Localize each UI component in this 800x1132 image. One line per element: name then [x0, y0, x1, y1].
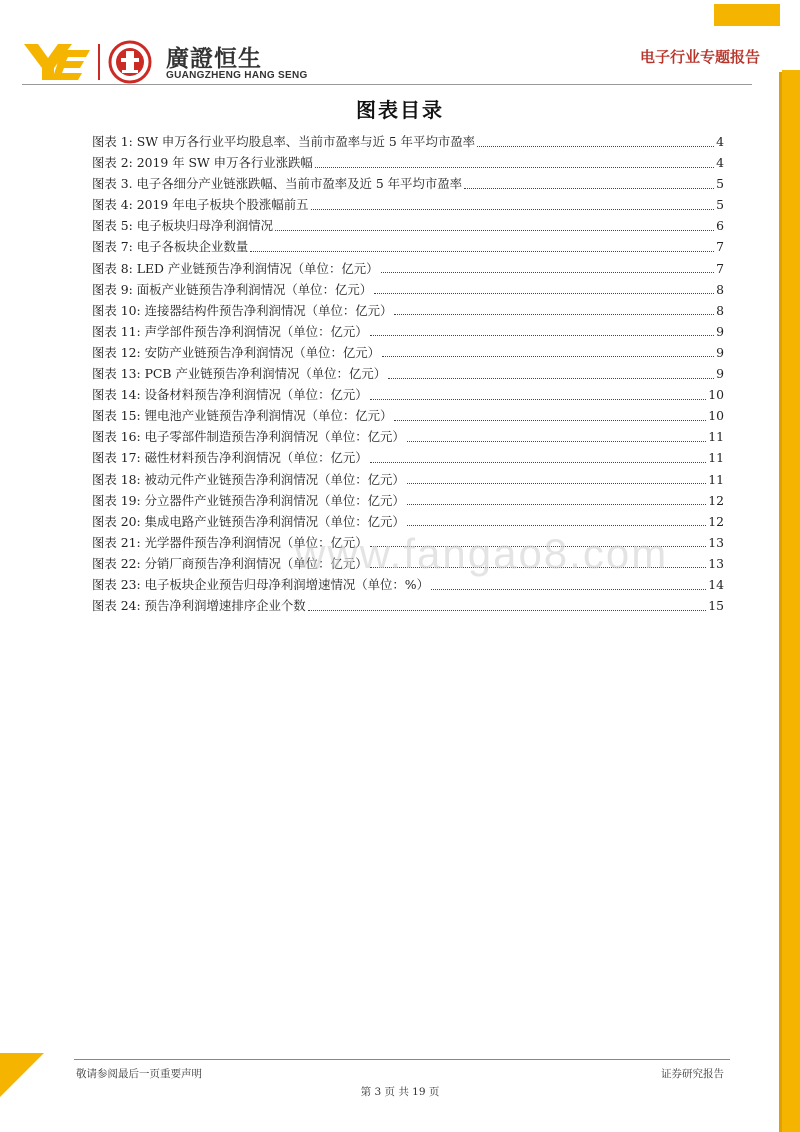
- toc-entry-label: 图表 2: 2019 年 SW 申万各行业涨跌幅: [92, 155, 313, 171]
- toc-entry-label: 图表 5: 电子板块归母净利润情况: [92, 218, 274, 234]
- toc-entry[interactable]: [92, 447, 724, 468]
- toc-entry-page: 9: [716, 344, 724, 360]
- toc-entry-page: 4: [716, 155, 724, 171]
- toc-entry-label: 图表 15: 锂电池产业链预告净利润情况（单位：亿元）: [92, 408, 393, 424]
- toc-entry-label: 图表 10: 连接器结构件预告净利润情况（单位：亿元）: [92, 302, 393, 318]
- toc-entry-page: 11: [708, 471, 724, 487]
- toc-entry-label: 图表 20: 集成电路产业链预告净利润情况（单位：亿元）: [92, 513, 405, 529]
- toc-entry[interactable]: [92, 363, 724, 384]
- toc-entry-leader: [477, 145, 714, 147]
- toc-entry-page: 12: [708, 492, 724, 508]
- toc-entry-label: 图表 24: 预告净利润增速排序企业个数: [92, 598, 306, 614]
- toc-entry-page: 5: [716, 176, 724, 192]
- toc-entry-leader: [370, 461, 707, 463]
- toc-entry-label: 图表 19: 分立器件产业链预告净利润情况（单位：亿元）: [92, 492, 405, 508]
- toc-entry-leader: [382, 355, 714, 357]
- toc-entry-label: 图表 13: PCB 产业链预告净利润情况（单位：亿元）: [92, 366, 387, 382]
- toc-entry[interactable]: [92, 258, 724, 279]
- toc-entry-page: 13: [708, 555, 724, 571]
- toc-entry-leader: [374, 292, 714, 294]
- toc-entry-leader: [388, 377, 714, 379]
- toc-entry[interactable]: [92, 405, 724, 426]
- toc-entry-page: 9: [716, 323, 724, 339]
- toc-entry-page: 9: [716, 366, 724, 382]
- toc-entry-page: 12: [708, 513, 724, 529]
- toc-entry-leader: [407, 503, 706, 505]
- toc-entry-leader: [381, 271, 715, 273]
- toc-entry[interactable]: [92, 595, 724, 616]
- toc-entry-leader: [311, 208, 715, 210]
- toc-entry[interactable]: [92, 173, 724, 194]
- toc-title: 图表目录: [356, 98, 444, 122]
- toc-entry-leader: [431, 588, 706, 590]
- toc-entry-page: 15: [708, 598, 724, 614]
- logo-name-cn: 廣證恒生: [166, 46, 262, 72]
- side-accent-stripe-inner: [779, 72, 782, 1132]
- top-accent-bar: [714, 4, 780, 26]
- toc-entry-label: 图表 9: 面板产业链预告净利润情况（单位：亿元）: [92, 281, 373, 297]
- toc-entry[interactable]: [92, 152, 724, 173]
- toc-entry-label: 图表 1: SW 申万各行业平均股息率、当前市盈率与近 5 年平均市盈率: [92, 134, 476, 149]
- toc-entry-label: 图表 16: 电子零部件制造预告净利润情况（单位：亿元）: [92, 429, 405, 445]
- toc-entry-label: 图表 17: 磁性材料预告净利润情况（单位：亿元）: [92, 450, 368, 466]
- toc-entry[interactable]: [92, 236, 724, 257]
- toc-entry-label: 图表 14: 设备材料预告净利润情况（单位：亿元）: [92, 387, 368, 403]
- seal-logo-icon: [108, 40, 152, 84]
- side-accent-stripe: [782, 70, 800, 1132]
- toc-entry-leader: [250, 250, 714, 252]
- toc-entry-leader: [315, 166, 714, 168]
- toc-entry[interactable]: [92, 215, 724, 236]
- report-type-title: 电子行业专题报告: [639, 48, 760, 66]
- toc-entry-label: 图表 8: LED 产业链预告净利润情况（单位：亿元）: [92, 260, 379, 276]
- toc-entry-leader: [407, 524, 706, 526]
- toc-entry-page: 8: [716, 281, 724, 297]
- toc-entry-label: 图表 3. 电子各细分产业链涨跌幅、当前市盈率及近 5 年平均市盈率: [92, 176, 463, 192]
- toc-entry-leader: [464, 187, 714, 189]
- toc-entry[interactable]: [92, 511, 724, 532]
- toc-entry-label: 图表 18: 被动元件产业链预告净利润情况（单位：亿元）: [92, 471, 405, 487]
- toc-entry[interactable]: [92, 342, 724, 363]
- toc-entry-leader: [370, 398, 707, 400]
- toc-entry-page: 7: [716, 260, 724, 276]
- footer-divider: [74, 1059, 730, 1060]
- toc-entry[interactable]: [92, 300, 724, 321]
- toc-entry-page: 13: [708, 534, 724, 550]
- toc-entry-leader: [394, 419, 706, 421]
- toc-entry-leader: [275, 229, 714, 231]
- toc-entry[interactable]: [92, 131, 724, 152]
- yf-logo-icon: [22, 40, 92, 84]
- toc-entry[interactable]: [92, 490, 724, 511]
- toc-entry-leader: [370, 334, 714, 336]
- header-divider: [22, 84, 752, 85]
- footer-page-indicator: 第 3 页 共 19 页: [360, 1086, 440, 1098]
- logo-divider: [98, 44, 100, 80]
- toc-entry[interactable]: [92, 194, 724, 215]
- toc-entry-label: 图表 21: 光学器件预告净利润情况（单位：亿元）: [92, 534, 368, 550]
- toc-entry-page: 10: [708, 408, 724, 424]
- logo-name-en: GUANGZHENG HANG SENG: [166, 70, 308, 81]
- toc-entry[interactable]: [92, 384, 724, 405]
- footer-doc-type: 证券研究报告: [661, 1068, 724, 1080]
- toc-entry-label: 图表 4: 2019 年电子板块个股涨幅前五: [92, 197, 309, 213]
- toc-entry-page: 10: [708, 387, 724, 403]
- toc-entry[interactable]: [92, 279, 724, 300]
- toc-entry[interactable]: [92, 469, 724, 490]
- toc-entry[interactable]: [92, 426, 724, 447]
- toc-entry-page: 11: [708, 450, 724, 466]
- toc-entry-leader: [308, 609, 707, 611]
- toc-entry-label: 图表 12: 安防产业链预告净利润情况（单位：亿元）: [92, 344, 381, 360]
- toc-entry-label: 图表 7: 电子各板块企业数量: [92, 239, 249, 255]
- toc-entry-label: 图表 23: 电子板块企业预告归母净利润增速情况（单位：%）: [92, 576, 429, 592]
- toc-entry-label: 图表 22: 分销厂商预告净利润情况（单位：亿元）: [92, 555, 368, 571]
- toc-entry-page: 6: [716, 218, 724, 234]
- toc-entry-leader: [407, 440, 706, 442]
- toc-entry-page: 11: [708, 429, 724, 445]
- toc-entry-page: 7: [716, 239, 724, 255]
- watermark: www.fangao8.com: [295, 530, 669, 577]
- footer-disclaimer: 敬请参阅最后一页重要声明: [76, 1068, 202, 1080]
- toc-entry-page: 8: [716, 302, 724, 318]
- toc-entry[interactable]: [92, 321, 724, 342]
- toc-entry-leader: [407, 482, 706, 484]
- toc-entry-page: 4: [716, 134, 724, 149]
- toc-entry-page: 14: [708, 576, 724, 592]
- toc-entry-label: 图表 11: 声学部件预告净利润情况（单位：亿元）: [92, 323, 368, 339]
- toc-entry-page: 5: [716, 197, 724, 213]
- toc-entry-leader: [394, 313, 714, 315]
